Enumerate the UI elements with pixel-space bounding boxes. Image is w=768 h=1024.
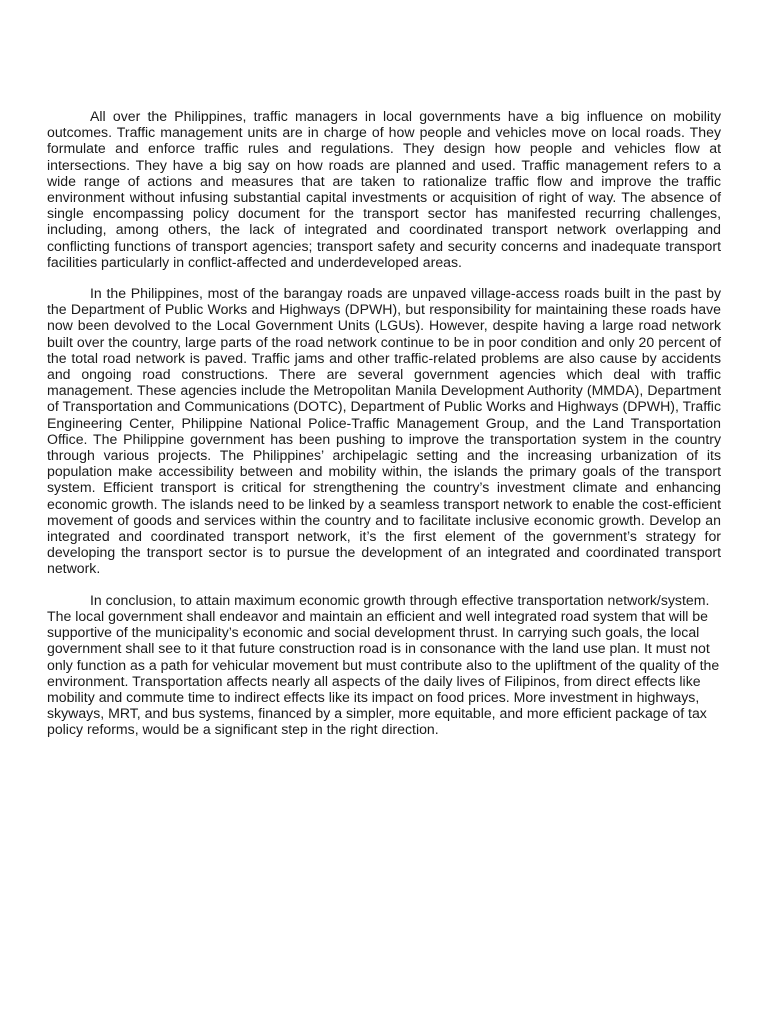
paragraph-barangay-roads: In the Philippines, most of the barangay roads are unpaved village-access roads built in the past by the Department of Public Works and Highways (DPWH), but responsibility for maintaining these roads have now been devolved to the Local Government Units (LGUs). However, despite having a large road network built over the country, large parts of the road network continue to be in poor condition and only 20 percent of the total road network is paved. Traffic jams and other traffic-related problems are also cause by accidents and ongoing road constructions. There are several government agencies which deal with traffic management. These agencies include the Metropolitan Manila Development Authority (MMDA), Department of Transportation and Communications (DOTC), Department of Public Works and Highways (DPWH), Traffic Engineering Center, Philippine National Police-Traffic Management Group, and the Land Transportation Office. The Philippine government has been pushing to improve the transportation system in the country through various projects. The Philippines’ archipelagic setting and the increasing urbanization of its population make accessibility between and mobility within, the islands the primary goals of the transport system. Efficient transport is critical for strengthening the country’s investment climate and enhancing economic growth. The islands need to be linked by a seamless transport network to enable the cost-efficient movement of goods and services within the country and to facilitate inclusive economic growth. Develop an integrated and coordinated transport network, it’s the first element of the government’s strategy for developing the transport sector is to pursue the development of an integrated and coordinated transport network. — [47, 285, 721, 577]
paragraph-traffic-management: All over the Philippines, traffic managers in local governments have a big influence on mobility outcomes. Traffic management units are in charge of how people and vehicles move on local roads. They formulate and enforce traffic rules and regulations. They design how people and vehicles flow at intersections. They have a big say on how roads are planned and used. Traffic management refers to a wide range of actions and measures that are taken to rationalize traffic flow and improve the traffic environment without infusing substantial capital investments or acquisition of right of way. The absence of single encompassing policy document for the transport sector has manifested recurring challenges, including, among others, the lack of integrated and coordinated transport network overlapping and conflicting functions of transport agencies; transport safety and security concerns and inadequate transport facilities particularly in conflict-affected and underdeveloped areas. — [47, 108, 721, 270]
paragraph-conclusion: In conclusion, to attain maximum economic growth through effective transportation network/system. The local government shall endeavor and maintain an efficient and well integrated road system that will be supportive of the municipality’s economic and social development thrust. In carrying such goals, the local government shall see to it that future construction road is in consonance with the land use plan. It must not only function as a path for vehicular movement but must contribute also to the upliftment of the quality of the environment. Transportation affects nearly all aspects of the daily lives of Filipinos, from direct effects like mobility and commute time to indirect effects like its impact on food prices. More investment in highways, skyways, MRT, and bus systems, financed by a simpler, more equitable, and more efficient package of tax policy reforms, would be a significant step in the right direction. — [47, 591, 720, 738]
document-body — [47, 108, 721, 753]
